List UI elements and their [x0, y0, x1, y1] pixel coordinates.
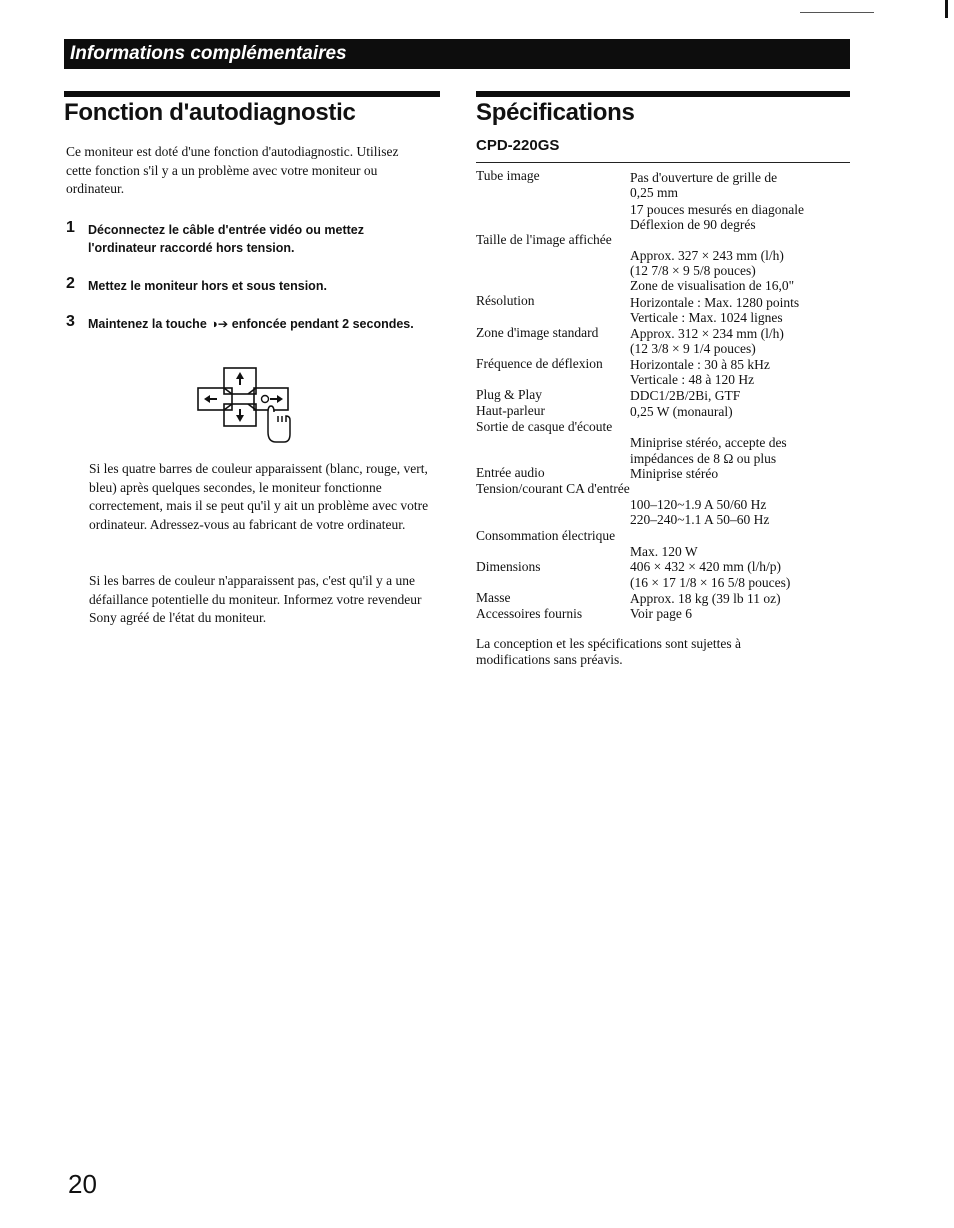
step-2 [66, 277, 426, 295]
spec-label-standard-area: Zone d'image standard [476, 325, 599, 340]
step-text: Maintenez la touche ◑➔ enfoncée pendant 2 secondes. [88, 317, 414, 331]
right-title-rule [476, 91, 850, 97]
spec-value-dim-2: (16 × 17 1/8 × 16 5/8 pouces) [630, 575, 791, 590]
spec-label-headphone: Sortie de casque d'écoute [476, 419, 613, 434]
spec-value-power-1: Max. 120 W [630, 544, 698, 559]
color-bars-fail-paragraph: Si les barres de couleur n'apparaissent pas, c'est qu'il y a une défaillance potentielle du moniteur. Informez votre revendeur Sony agréé de l'état du moniteur. [89, 573, 422, 626]
spec-value-res-2: Verticale : Max. 1024 lignes [630, 310, 783, 325]
model-rule [476, 162, 850, 163]
spec-value-size-3: Zone de visualisation de 16,0" [630, 278, 795, 293]
spec-value-acc-1: Voir page 6 [630, 606, 692, 621]
spec-label-speaker: Haut-parleur [476, 403, 545, 418]
control-button-diagram [190, 366, 300, 446]
step-3 [66, 315, 426, 333]
step-number: 1 [66, 219, 75, 236]
spec-value-std-2: (12 3/8 × 9 1/4 pouces) [630, 341, 756, 356]
corner-rule [800, 12, 874, 13]
page-number: 20 [68, 1169, 97, 1199]
spec-value-audio-1: Miniprise stéréo [630, 466, 719, 481]
spec-value-volt-1: 100–120~1.9 A 50/60 Hz [630, 497, 767, 512]
spec-value-res-1: Horizontale : Max. 1280 points [630, 295, 800, 310]
spec-value-head-1: Miniprise stéréo, accepte des [630, 435, 787, 450]
spec-value-tube-1: Pas d'ouverture de grille de [630, 170, 778, 185]
spec-value-tube-3: 17 pouces mesurés en diagonale [630, 202, 804, 217]
spec-label-audio-input: Entrée audio [476, 465, 545, 480]
spec-label-voltage: Tension/courant CA d'entrée [476, 481, 630, 496]
color-bars-ok-paragraph: Si les quatre barres de couleur apparaissent (blanc, rouge, vert, bleu) après quelques secondes, le moniteur fonctionne correctement, mais il se peut qu'il y ait un problème avec votre ordinateur. Adressez-vous au fabricant de votre ordinateur. [89, 461, 429, 532]
self-diagnosis-title: Fonction d'autodiagnostic [64, 99, 356, 126]
spec-label-power: Consommation électrique [476, 528, 616, 543]
spec-value-dim-1: 406 × 432 × 420 mm (l/h/p) [630, 559, 781, 574]
spec-value-plug-1: DDC1/2B/2Bi, GTF [630, 388, 741, 403]
spec-label-dimensions: Dimensions [476, 559, 541, 574]
spec-label-plug-play: Plug & Play [476, 387, 543, 402]
specifications-note: La conception et les spécifications sont sujettes à modifications sans préavis. [476, 636, 742, 667]
spec-value-head-2: impédances de 8 Ω ou plus [630, 451, 777, 466]
spec-label-accessories: Accessoires fournis [476, 606, 583, 621]
spec-label-frequency: Fréquence de déflexion [476, 356, 603, 371]
specifications-title: Spécifications [476, 99, 635, 126]
spec-value-size-1: Approx. 327 × 243 mm (l/h) [630, 248, 784, 263]
spec-value-size-2: (12 7/8 × 9 5/8 pouces) [630, 263, 756, 278]
spec-value-freq-2: Verticale : 48 à 120 Hz [630, 372, 755, 387]
step-text: Mettez le moniteur hors et sous tension. [88, 279, 327, 293]
section-header: Informations complémentaires [64, 39, 850, 69]
spec-value-std-1: Approx. 312 × 234 mm (l/h) [630, 326, 784, 341]
spec-label-mass: Masse [476, 590, 511, 605]
spec-value-volt-2: 220–240~1.1 A 50–60 Hz [630, 512, 770, 527]
step-number: 3 [66, 313, 75, 330]
pointing-hand-icon [268, 406, 290, 442]
step-text: Déconnectez le câble d'entrée vidéo ou mettez l'ordinateur raccordé hors tension. [88, 223, 364, 255]
spec-value-mass-1: Approx. 18 kg (39 lb 11 oz) [630, 591, 781, 606]
spec-value-tube-4: Déflexion de 90 degrés [630, 217, 756, 232]
spec-value-tube-2: 0,25 mm [630, 185, 679, 200]
left-title-rule [64, 91, 440, 97]
spec-label-tube: Tube image [476, 168, 540, 183]
spec-value-speaker-1: 0,25 W (monaural) [630, 404, 733, 419]
step-1 [66, 221, 426, 257]
model-name: CPD-220GS [476, 137, 560, 154]
spec-label-size: Taille de l'image affichée [476, 232, 612, 247]
step-number: 2 [66, 275, 75, 292]
intro-paragraph: Ce moniteur est doté d'une fonction d'autodiagnostic. Utilisez cette fonction s'il y a un problème avec votre moniteur ou ordinateur. [66, 144, 399, 197]
corner-mark [945, 0, 948, 18]
spec-value-freq-1: Horizontale : 30 à 85 kHz [630, 357, 770, 372]
spec-label-resolution: Résolution [476, 293, 535, 308]
